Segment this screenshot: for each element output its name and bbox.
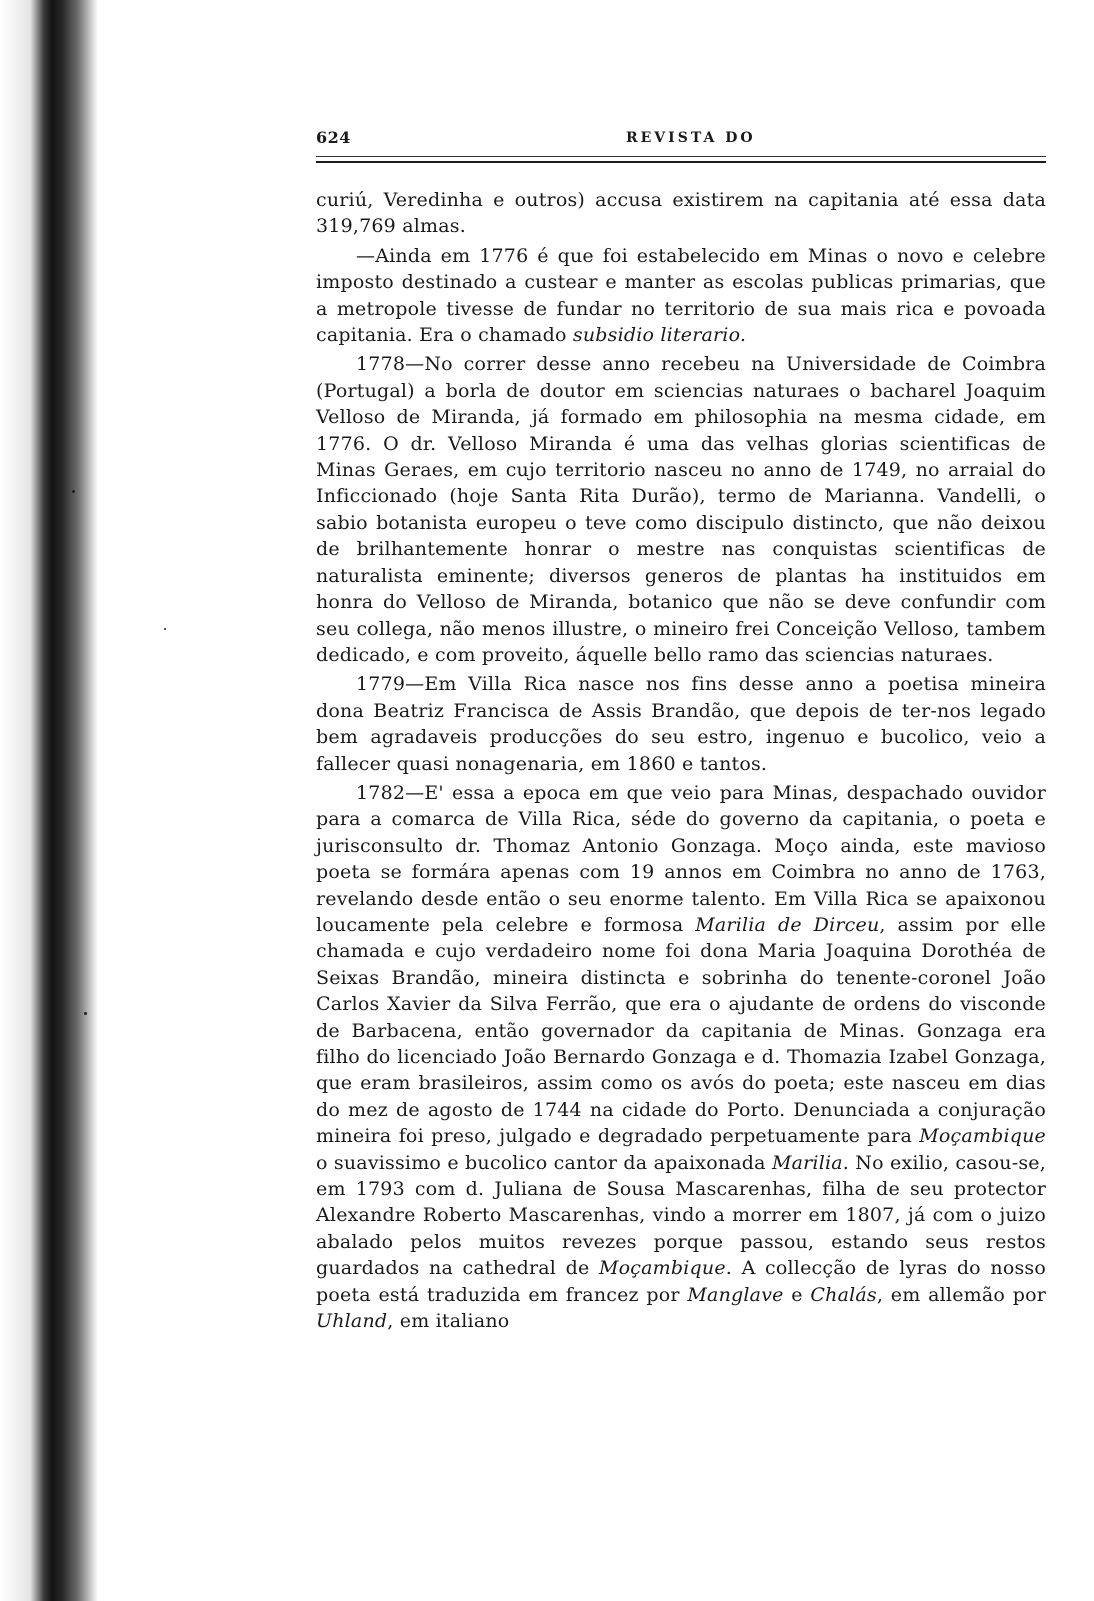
paragraph xyxy=(316,187,1046,240)
running-title: REVISTA DO xyxy=(626,130,756,146)
scan-speck xyxy=(164,628,166,630)
text-run: o suavissimo e bucolico cantor da apaixonada xyxy=(316,1151,772,1174)
scan-speck xyxy=(84,1012,87,1015)
text-run: , assim por elle chamada e cujo verdadeiro nome foi dona Maria Joaquina Dorothéa de Seixas Brandão, mineira distincta e sobrinha do tenente-coronel João Carlos Xavier da Silva Ferrão, que era o ajudante de ordens do visconde de Barbacena, então governador da capitania de Minas. Gonzaga era filho do licenciado João Bernardo Gonzaga e d. Thomazia Izabel Gonzaga, que eram brasileiros, assim como os avós do poeta; este nasceu em dias do mez de agosto de 1744 na cidade do Porto. Denunciada a conjuração mineira foi preso, julgado e degradado perpetuamente para xyxy=(316,913,1046,1148)
body-text xyxy=(316,187,1046,1334)
paragraph xyxy=(316,243,1046,349)
paragraph xyxy=(316,671,1046,777)
text-run: —Ainda em 1776 é que foi estabelecido em Minas o novo e celebre imposto destinado a custear e manter as escolas publicas primarias, que a metropole tivesse de fundar no territorio de sua mais rica e povoada capitania. Era o chamado xyxy=(316,244,1046,347)
italic-text: Chalás xyxy=(810,1283,877,1306)
text-run: curiú, Veredinha e outros) accusa existirem na capitania até essa data 319,769 almas. xyxy=(316,189,1046,238)
paragraph xyxy=(316,351,1046,668)
text-run: . A collecção de lyras do nosso poeta está traduzida em francez por xyxy=(316,1257,1046,1306)
page-number: 624 xyxy=(316,128,351,147)
text-run: 1782—E' essa a epoca em que veio para Minas, despachado ouvidor para a comarca de Villa Rica, séde do governo da capitania, o poeta e jurisconsulto dr. Thomaz Antonio Gonzaga. Moço ainda, este mavioso poeta se formára apenas com 19 annos em Coimbra no anno de 1763, revelando desde então o seu enorme talento. Em Villa Rica se apaixonou loucamente pela celebre e formosa xyxy=(316,781,1046,936)
text-run: , em italiano xyxy=(387,1310,510,1333)
paragraph xyxy=(316,780,1046,1335)
book-gutter-shadow xyxy=(0,0,98,1601)
text-run: 1778—No correr desse anno recebeu na Universidade de Coimbra (Portugal) a borla de doutor em sciencias naturaes o bacharel Joaquim Velloso de Miranda, já formado em philosophia na mesma cidade, em 1776. O dr. Velloso Miranda é uma das velhas glorias scientificas de Minas Geraes, em cujo territorio nasceu no anno de 1749, no arraial do Inficcionado (hoje Santa Rita Durão), termo de Marianna. Vandelli, o sabio botanista europeu o teve como discipulo distincto, que não deixou de brilhantemente honrar o mestre nas conquistas scientificas de naturalista eminente; diversos generos de plantas ha instituidos em honra do Velloso de Miranda, botanico que não se deve confundir com seu collega, não menos illustre, o mineiro frei Conceição Velloso, tambem dedicado, e com proveito, áquelle bello ramo das sciencias naturaes. xyxy=(316,353,1046,666)
italic-text: Moçambique xyxy=(919,1125,1046,1148)
italic-text: Marilia de Dirceu xyxy=(695,913,880,936)
italic-text: Marilia xyxy=(771,1151,843,1174)
running-head xyxy=(316,128,1046,156)
text-run: , em allemão por xyxy=(876,1283,1046,1306)
book-page xyxy=(316,128,1046,1337)
text-run: 1779—Em Villa Rica nasce nos fins desse anno a poetisa mineira dona Beatriz Francisca de Assis Brandão, que depois de ter-nos legado bem agradaveis producções do seu estro, ingenuo e bucolico, veio a fallecer quasi nonagenaria, em 1860 e tantos. xyxy=(316,673,1046,775)
italic-text: Manglave xyxy=(687,1283,784,1306)
italic-text: Uhland xyxy=(316,1310,388,1333)
italic-text: subsidio literario. xyxy=(572,324,747,347)
text-run: . No exilio, casou-se, em 1793 com d. Juliana de Sousa Mascarenhas, filha de seu protector Alexandre Roberto Mascarenhas, vindo a morrer em 1807, já com o juizo abalado pelos muitos revezes porque passou, estando seus restos guardados na cathedral de xyxy=(316,1151,1046,1280)
italic-text: Moçambique xyxy=(599,1257,726,1280)
scan-speck xyxy=(72,490,75,493)
header-rule xyxy=(316,156,1046,163)
text-run: e xyxy=(783,1283,811,1306)
